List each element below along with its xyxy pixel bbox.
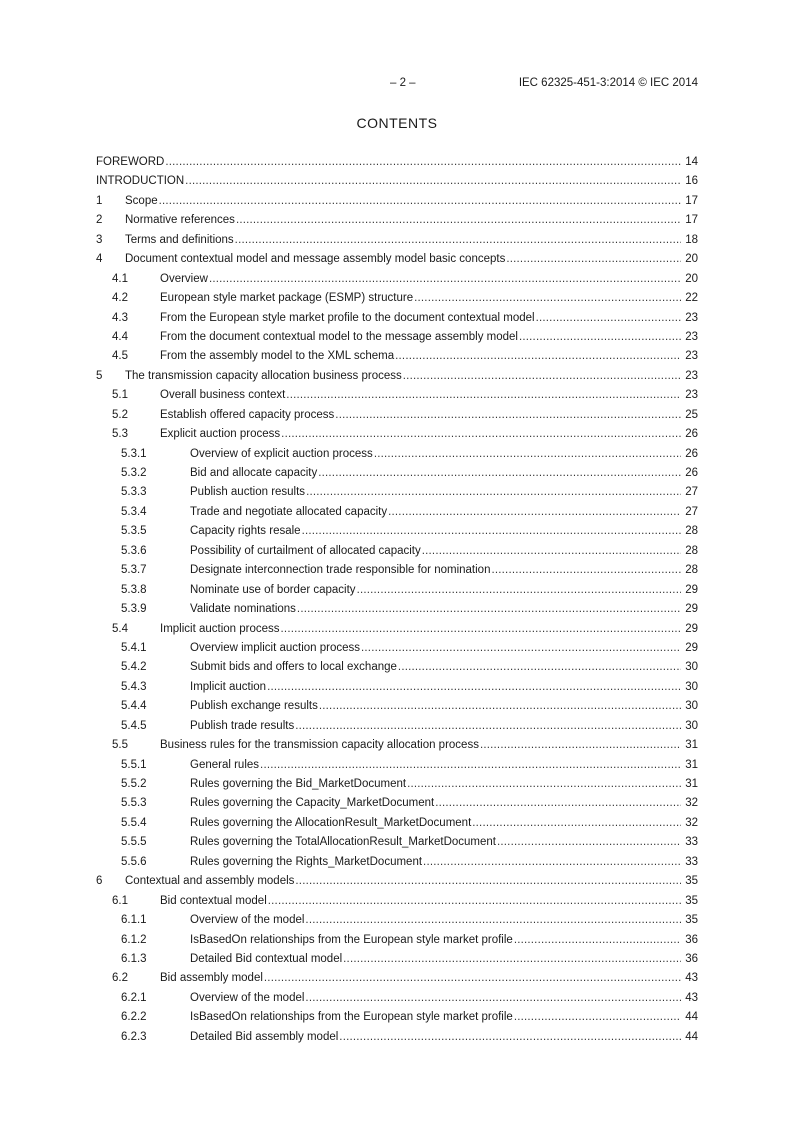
toc-entry-number: 6.2.1 bbox=[121, 991, 147, 1004]
toc-entry-page: 32 bbox=[685, 816, 698, 829]
toc-entry-page: 35 bbox=[685, 914, 698, 927]
dot-leader bbox=[159, 195, 681, 207]
toc-entry[interactable] bbox=[96, 778, 698, 797]
toc-entry[interactable] bbox=[96, 603, 698, 622]
dot-leader bbox=[374, 448, 681, 460]
dot-leader bbox=[319, 700, 681, 712]
toc-entry-title: Overview of the model bbox=[190, 991, 305, 1004]
toc-entry-page: 20 bbox=[685, 272, 698, 285]
toc-entry-title: From the assembly model to the XML schema bbox=[160, 350, 395, 363]
toc-entry-page: 30 bbox=[685, 680, 698, 693]
toc-entry-page: 25 bbox=[685, 408, 698, 421]
toc-entry[interactable] bbox=[96, 467, 698, 486]
toc-entry[interactable] bbox=[96, 273, 698, 292]
toc-entry[interactable] bbox=[96, 214, 698, 233]
toc-entry-number: 5.2 bbox=[112, 408, 128, 421]
dot-leader bbox=[209, 273, 681, 285]
table-of-contents bbox=[96, 156, 698, 1050]
toc-entry-number: 5.5.1 bbox=[121, 758, 147, 771]
toc-entry[interactable] bbox=[96, 428, 698, 447]
toc-entry-number: 5.5.5 bbox=[121, 836, 147, 849]
toc-entry-title: Publish trade results bbox=[190, 719, 295, 732]
toc-entry-page: 33 bbox=[685, 855, 698, 868]
toc-entry-number: 5.4.2 bbox=[121, 661, 147, 674]
toc-entry-page: 28 bbox=[685, 544, 698, 557]
toc-entry-page: 31 bbox=[685, 758, 698, 771]
toc-entry-title: Publish auction results bbox=[190, 486, 306, 499]
dot-leader bbox=[295, 720, 681, 732]
dot-leader bbox=[536, 312, 681, 324]
page-number: – 2 – bbox=[390, 77, 416, 89]
toc-entry[interactable] bbox=[96, 409, 698, 428]
toc-entry-page: 23 bbox=[685, 350, 698, 363]
toc-entry-page: 36 bbox=[685, 952, 698, 965]
toc-entry[interactable] bbox=[96, 934, 698, 953]
toc-entry-page: 29 bbox=[685, 583, 698, 596]
toc-entry[interactable] bbox=[96, 525, 698, 544]
dot-leader bbox=[497, 836, 681, 848]
toc-entry-number: 5.4 bbox=[112, 622, 128, 635]
toc-entry-number: 5.5.6 bbox=[121, 855, 147, 868]
dot-leader bbox=[267, 681, 681, 693]
dot-leader bbox=[388, 506, 681, 518]
dot-leader bbox=[480, 739, 681, 751]
dot-leader bbox=[395, 350, 681, 362]
dot-leader bbox=[235, 234, 681, 246]
toc-entry-page: 36 bbox=[685, 933, 698, 946]
dot-leader bbox=[414, 292, 681, 304]
toc-entry-number: 6.1.3 bbox=[121, 952, 147, 965]
toc-entry-page: 23 bbox=[685, 311, 698, 324]
toc-entry-page: 28 bbox=[685, 525, 698, 538]
toc-entry-page: 29 bbox=[685, 603, 698, 616]
toc-entry[interactable] bbox=[96, 1011, 698, 1030]
toc-entry-title: European style market package (ESMP) structure bbox=[160, 292, 414, 305]
dot-leader bbox=[306, 486, 681, 498]
toc-entry[interactable] bbox=[96, 1031, 698, 1050]
toc-entry-number: 6.1 bbox=[112, 894, 128, 907]
toc-entry-number: 5.3.1 bbox=[121, 447, 147, 460]
toc-entry-number: 5.5.3 bbox=[121, 797, 147, 810]
toc-entry-number: 5.3.2 bbox=[121, 467, 147, 479]
toc-entry-number: 4.3 bbox=[112, 311, 128, 324]
toc-entry-title: Normative references bbox=[125, 214, 235, 227]
toc-entry[interactable] bbox=[96, 700, 698, 719]
dot-leader bbox=[286, 389, 681, 401]
toc-entry[interactable] bbox=[96, 992, 698, 1011]
dot-leader bbox=[318, 467, 681, 479]
toc-entry[interactable] bbox=[96, 895, 698, 914]
toc-entry-number: 5.5.2 bbox=[121, 778, 147, 790]
dot-leader bbox=[506, 253, 681, 265]
dot-leader bbox=[335, 409, 681, 421]
toc-entry-title: Validate nominations bbox=[190, 603, 296, 616]
toc-entry-page: 43 bbox=[685, 972, 698, 985]
dot-leader bbox=[297, 603, 681, 615]
toc-entry-number: 5.4.1 bbox=[121, 641, 147, 654]
dot-leader bbox=[514, 934, 681, 946]
toc-entry-title: Publish exchange results bbox=[190, 700, 318, 713]
dot-leader bbox=[295, 875, 681, 887]
toc-entry-title: The transmission capacity allocation business process bbox=[125, 369, 402, 382]
toc-entry[interactable] bbox=[96, 448, 698, 467]
toc-entry-page: 27 bbox=[685, 486, 698, 499]
dot-leader bbox=[361, 642, 681, 654]
toc-entry-title: Overview of explicit auction process bbox=[190, 447, 373, 460]
toc-entry-title: Contextual and assembly models bbox=[125, 875, 295, 888]
toc-entry[interactable] bbox=[96, 953, 698, 972]
toc-entry-number: 5.3.5 bbox=[121, 525, 147, 538]
dot-leader bbox=[268, 895, 681, 907]
toc-entry-page: 44 bbox=[685, 1030, 698, 1043]
toc-entry[interactable] bbox=[96, 642, 698, 661]
toc-entry-number: 5.5 bbox=[112, 739, 128, 752]
toc-entry-title: Implicit auction bbox=[190, 680, 267, 693]
toc-entry-title: Overall business context bbox=[160, 389, 286, 402]
toc-entry[interactable] bbox=[96, 836, 698, 855]
toc-entry-title: From the European style market profile to the document contextual model bbox=[160, 311, 535, 324]
toc-entry[interactable] bbox=[96, 759, 698, 778]
toc-entry-title: Business rules for the transmission capacity allocation process bbox=[160, 739, 479, 752]
toc-entry[interactable] bbox=[96, 312, 698, 331]
toc-entry-page: 28 bbox=[685, 564, 698, 577]
toc-entry[interactable] bbox=[96, 545, 698, 564]
toc-entry-title: Overview implicit auction process bbox=[190, 641, 361, 654]
toc-entry[interactable] bbox=[96, 623, 698, 642]
toc-entry-page: 23 bbox=[685, 389, 698, 402]
page-header bbox=[96, 77, 698, 93]
toc-entry[interactable] bbox=[96, 195, 698, 214]
toc-entry-page: 26 bbox=[685, 467, 698, 479]
toc-entry-number: 6.1.1 bbox=[121, 914, 147, 927]
toc-entry-title: Document contextual model and message assembly model basic concepts bbox=[125, 253, 506, 266]
dot-leader bbox=[302, 525, 681, 537]
toc-entry-number: 4.5 bbox=[112, 350, 128, 363]
toc-entry[interactable] bbox=[96, 972, 698, 991]
toc-entry-title: Capacity rights resale bbox=[190, 525, 301, 538]
toc-entry[interactable] bbox=[96, 739, 698, 758]
toc-entry-title: Designate interconnection trade responsible for nomination bbox=[190, 564, 491, 577]
toc-entry-title: Terms and definitions bbox=[125, 233, 234, 246]
toc-entry[interactable] bbox=[96, 875, 698, 894]
toc-entry-number: 4 bbox=[96, 253, 103, 266]
toc-entry[interactable] bbox=[96, 350, 698, 369]
toc-entry-number: 6.2.3 bbox=[121, 1030, 147, 1043]
toc-entry-page: 30 bbox=[685, 661, 698, 674]
toc-entry-title: Nominate use of border capacity bbox=[190, 583, 356, 596]
dot-leader bbox=[281, 623, 681, 635]
toc-entry-page: 30 bbox=[685, 700, 698, 713]
toc-entry[interactable] bbox=[96, 564, 698, 583]
toc-entry-number: 5.3.7 bbox=[121, 564, 147, 577]
toc-entry[interactable] bbox=[96, 486, 698, 505]
dot-leader bbox=[403, 370, 681, 382]
toc-entry-page: 16 bbox=[685, 175, 698, 188]
toc-entry-title: Submit bids and offers to local exchange bbox=[190, 661, 397, 674]
dot-leader bbox=[514, 1011, 681, 1023]
toc-entry-number: 5.3.9 bbox=[121, 603, 147, 616]
toc-entry-number: 5.4.4 bbox=[121, 700, 147, 713]
toc-entry-page: 17 bbox=[685, 214, 698, 227]
dot-leader bbox=[519, 331, 681, 343]
toc-entry-title: Possibility of curtailment of allocated capacity bbox=[190, 544, 421, 557]
dot-leader bbox=[422, 545, 681, 557]
toc-entry-title: Overview bbox=[160, 272, 208, 285]
toc-entry-title: IsBasedOn relationships from the European style market profile bbox=[190, 1011, 513, 1024]
toc-entry-page: 22 bbox=[685, 292, 698, 305]
toc-entry-page: 33 bbox=[685, 836, 698, 849]
toc-entry-page: 18 bbox=[685, 233, 698, 246]
toc-entry-number: 4.1 bbox=[112, 272, 128, 285]
toc-entry-title: FOREWORD bbox=[96, 156, 165, 168]
toc-entry-title: Bid and allocate capacity bbox=[190, 467, 318, 479]
toc-entry-page: 20 bbox=[685, 253, 698, 266]
toc-entry-page: 29 bbox=[685, 641, 698, 654]
dot-leader bbox=[165, 156, 681, 168]
dot-leader bbox=[264, 972, 681, 984]
toc-entry-number: 5.4.3 bbox=[121, 680, 147, 693]
toc-entry-title: Rules governing the TotalAllocationResult_MarketDocument bbox=[190, 836, 496, 849]
toc-entry-title: General rules bbox=[190, 758, 260, 771]
toc-entry-number: 1 bbox=[96, 194, 103, 207]
toc-entry-number: 5.3.6 bbox=[121, 544, 147, 557]
toc-entry-page: 43 bbox=[685, 991, 698, 1004]
document-reference: IEC 62325-451-3:2014 © IEC 2014 bbox=[518, 77, 698, 89]
toc-entry-page: 44 bbox=[685, 1011, 698, 1024]
toc-entry-title: Bid contextual model bbox=[160, 894, 267, 907]
toc-entry-number: 6.1.2 bbox=[121, 933, 147, 946]
toc-entry[interactable] bbox=[96, 292, 698, 311]
dot-leader bbox=[281, 428, 681, 440]
toc-entry[interactable] bbox=[96, 817, 698, 836]
dot-leader bbox=[472, 817, 681, 829]
toc-entry-title: Bid assembly model bbox=[160, 972, 263, 985]
toc-entry-page: 29 bbox=[685, 622, 698, 635]
toc-entry-title: Detailed Bid contextual model bbox=[190, 952, 343, 965]
toc-entry-title: Explicit auction process bbox=[160, 428, 281, 441]
toc-entry-title: Rules governing the Rights_MarketDocument bbox=[190, 855, 423, 868]
toc-entry[interactable] bbox=[96, 914, 698, 933]
toc-entry-page: 35 bbox=[685, 875, 698, 888]
dot-leader bbox=[357, 584, 681, 596]
dot-leader bbox=[423, 856, 681, 868]
toc-entry[interactable] bbox=[96, 370, 698, 389]
toc-entry-page: 30 bbox=[685, 719, 698, 732]
toc-entry-title: Rules governing the Bid_MarketDocument bbox=[190, 778, 407, 790]
toc-entry-title: Detailed Bid assembly model bbox=[190, 1030, 339, 1043]
toc-entry-title: INTRODUCTION bbox=[96, 175, 185, 188]
toc-entry-title: Rules governing the Capacity_MarketDocument bbox=[190, 797, 435, 810]
toc-entry-number: 6 bbox=[96, 875, 103, 888]
dot-leader bbox=[398, 661, 681, 673]
toc-entry-number: 4.4 bbox=[112, 330, 128, 343]
toc-entry[interactable] bbox=[96, 156, 698, 175]
toc-entry[interactable] bbox=[96, 389, 698, 408]
dot-leader bbox=[305, 914, 681, 926]
toc-entry[interactable] bbox=[96, 253, 698, 272]
toc-entry-page: 26 bbox=[685, 447, 698, 460]
toc-entry-number: 4.2 bbox=[112, 292, 128, 305]
toc-entry[interactable] bbox=[96, 797, 698, 816]
toc-entry-page: 23 bbox=[685, 330, 698, 343]
toc-entry[interactable] bbox=[96, 331, 698, 350]
toc-entry-page: 17 bbox=[685, 194, 698, 207]
page-title: CONTENTS bbox=[356, 115, 438, 131]
dot-leader bbox=[185, 175, 681, 187]
toc-entry-number: 5.5.4 bbox=[121, 816, 147, 829]
toc-entry-title: Scope bbox=[125, 194, 158, 207]
toc-entry-title: From the document contextual model to the message assembly model bbox=[160, 330, 518, 343]
toc-entry-page: 35 bbox=[685, 894, 698, 907]
toc-entry-page: 32 bbox=[685, 797, 698, 810]
toc-entry-number: 5.3.3 bbox=[121, 486, 147, 499]
toc-entry-title: Rules governing the AllocationResult_MarketDocument bbox=[190, 816, 472, 829]
toc-entry-number: 6.2 bbox=[112, 972, 128, 985]
toc-entry-title: Overview of the model bbox=[190, 914, 305, 927]
dot-leader bbox=[339, 1031, 681, 1043]
toc-entry[interactable] bbox=[96, 175, 698, 194]
toc-entry[interactable] bbox=[96, 856, 698, 875]
toc-entry-number: 6.2.2 bbox=[121, 1011, 147, 1024]
toc-entry-page: 27 bbox=[685, 505, 698, 518]
toc-entry[interactable] bbox=[96, 661, 698, 680]
toc-entry-page: 23 bbox=[685, 369, 698, 382]
toc-entry-number: 2 bbox=[96, 214, 103, 227]
toc-entry[interactable] bbox=[96, 720, 698, 739]
dot-leader bbox=[491, 564, 681, 576]
toc-entry-page: 14 bbox=[685, 156, 698, 168]
dot-leader bbox=[236, 214, 681, 226]
dot-leader bbox=[343, 953, 681, 965]
toc-entry-title: Trade and negotiate allocated capacity bbox=[190, 505, 388, 518]
toc-entry-number: 5 bbox=[96, 369, 103, 382]
toc-entry-title: Establish offered capacity process bbox=[160, 408, 335, 421]
dot-leader bbox=[435, 797, 681, 809]
toc-entry-number: 5.4.5 bbox=[121, 719, 147, 732]
toc-entry[interactable] bbox=[96, 234, 698, 253]
toc-entry-title: IsBasedOn relationships from the European style market profile bbox=[190, 933, 513, 946]
toc-entry[interactable] bbox=[96, 584, 698, 603]
toc-entry-page: 26 bbox=[685, 428, 698, 441]
dot-leader bbox=[260, 759, 681, 771]
toc-entry-number: 5.3 bbox=[112, 428, 128, 441]
toc-entry[interactable] bbox=[96, 506, 698, 525]
toc-entry-number: 5.3.8 bbox=[121, 583, 147, 596]
toc-entry-number: 3 bbox=[96, 233, 103, 246]
toc-entry-number: 5.3.4 bbox=[121, 505, 147, 518]
toc-entry-page: 31 bbox=[685, 778, 698, 790]
toc-entry[interactable] bbox=[96, 681, 698, 700]
dot-leader bbox=[407, 778, 681, 790]
toc-entry-number: 5.1 bbox=[112, 389, 128, 402]
toc-entry-page: 31 bbox=[685, 739, 698, 752]
toc-entry-title: Implicit auction process bbox=[160, 622, 280, 635]
dot-leader bbox=[305, 992, 681, 1004]
